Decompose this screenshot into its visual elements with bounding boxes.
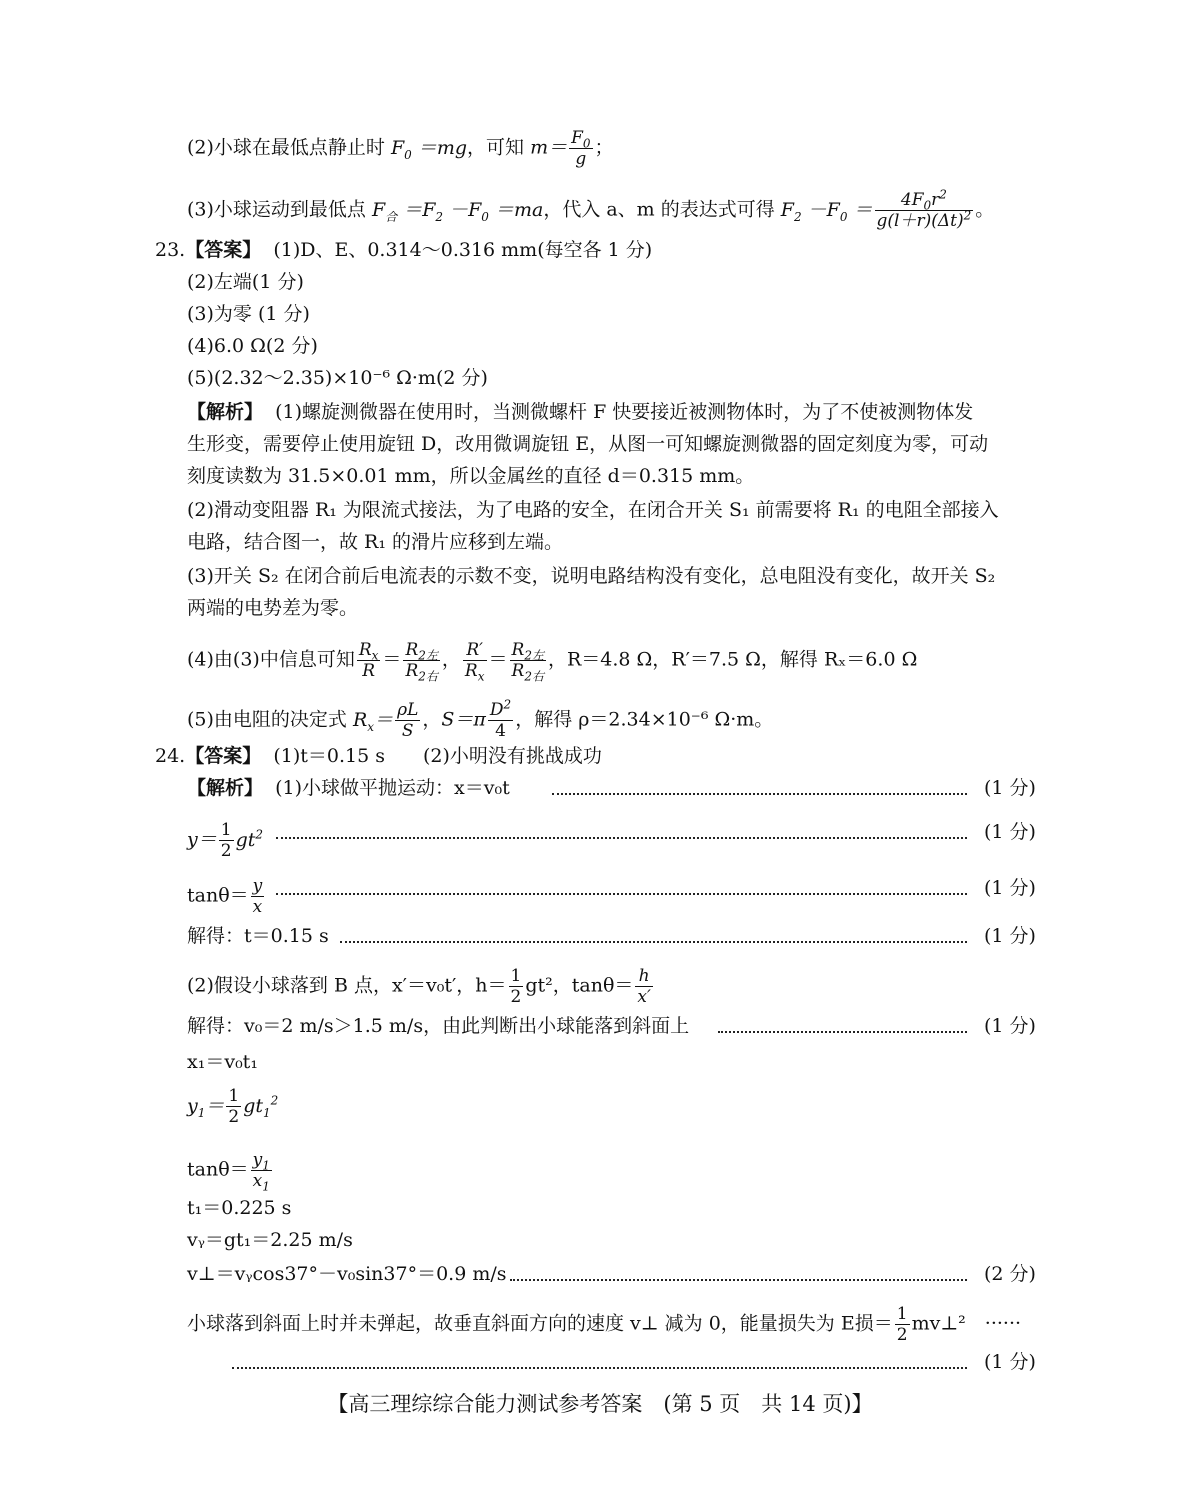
formula-fnet: $F_合 =F_2 -F_0 =ma$	[371, 198, 544, 224]
q24-step-2: y＝ $\frac{1}{2}$ $gt^2$	[187, 820, 264, 861]
fraction-f0-over-g: $\frac{F_0}{g}$	[571, 128, 591, 169]
q24-step-3	[187, 876, 266, 917]
p22-line3-end: 。	[975, 198, 995, 221]
leader-dots	[232, 1367, 967, 1369]
q24-analysis-tag: 【解析】	[187, 777, 264, 799]
q23-explain-3-line1: (3)开关 S₂ 在闭合前后电流表的示数不变，说明电路结构没有变化，总电阻没有变化，故开关 S₂	[187, 565, 996, 587]
fraction-one-half: $\frac{1}{2}$	[228, 1086, 240, 1127]
q24-step-10: t₁＝0.225 s	[187, 1197, 292, 1219]
q23-explain-2-line2: 电路，结合图一，故 R₁ 的滑片应移到左端。	[187, 531, 564, 553]
q24-step-5-mid: gt²，tanθ＝	[525, 974, 634, 997]
p22-line3	[187, 187, 995, 231]
q23-answer-4: (4)6.0 Ω(2 分)	[187, 335, 318, 357]
q23-analysis-tag: 【解析】	[187, 401, 264, 423]
score-mark: (1 分)	[984, 925, 1036, 947]
fraction-r2left-over-r2right-2: $\frac{R_{2左}}{R_{2右}}$	[511, 640, 544, 684]
leader-dots	[340, 941, 967, 943]
score-mark: (2 分)	[984, 1263, 1036, 1285]
q23-explain-2-line1: (2)滑动变阻器 R₁ 为限流式接法，为了电路的安全，在闭合开关 S₁ 前需要将 R₁ 的电阻全部接入	[187, 499, 999, 521]
q23-answer-5: (5)(2.32～2.35)×10⁻⁶ Ω·m(2 分)	[187, 367, 488, 389]
q23-explain-1-line2: 生形变，需要停止使用旋钮 D，改用微调旋钮 E，从图一可知螺旋测微器的固定刻度为零，可动	[187, 433, 989, 455]
fraction-rhol-over-s: $\frac{\rho L}{S}$	[397, 700, 419, 741]
fraction-h-over-xprime: $\frac{h}{x'}$	[637, 966, 651, 1007]
leader-dots	[552, 793, 967, 795]
formula-rx: $R_x=$	[352, 708, 394, 734]
q24-step-5	[187, 966, 655, 1007]
q23-answer-line	[155, 238, 652, 262]
q23-explain-4-end: ，R＝4.8 Ω，R′＝7.5 Ω，解得 Rₓ＝6.0 Ω	[547, 648, 918, 671]
p22-line3-text: (3)小球运动到最低点	[187, 198, 372, 221]
q24-step-12: v⊥＝vᵧcos37°－v₀sin37°＝0.9 m/s	[187, 1263, 507, 1285]
q23-explain-5-text: (5)由电阻的决定式	[187, 708, 353, 731]
score-mark: (1 分)	[984, 1015, 1036, 1037]
q24-step-6: 解得：v₀＝2 m/s＞1.5 m/s，由此判断出小球能落到斜面上	[187, 1015, 690, 1037]
q24-step-1	[187, 776, 510, 800]
score-mark: (1 分)	[984, 877, 1036, 899]
q24-number: 24.	[155, 745, 186, 767]
score-mark: (1 分)	[984, 777, 1036, 799]
formula-s: S＝π	[441, 708, 486, 731]
q24-answer-line	[155, 744, 602, 768]
q24-step-11: vᵧ＝gt₁＝2.25 m/s	[187, 1229, 353, 1251]
q24-step-9-text: tanθ＝	[187, 1158, 249, 1181]
page-footer: 【高三理综综合能力测试参考答案 (第 5 页 共 14 页)】	[327, 1392, 873, 1416]
fraction-y1-over-x1: $\frac{y_1}{x_1}$	[252, 1150, 270, 1194]
p22-line2-mid: ，可知	[467, 136, 531, 159]
q23-explain-4: (4)由(3)中信息可知 $\frac{R_x}{R}$ ＝ $\frac{R_{2左}}{R_{2右}}$ ， $\frac{R'}{R_x}$ ＝ $\frac{R_{2左}}{R_{2右}}$ ，R＝4.8 Ω，R′＝7.5 Ω，解得 Rₓ＝6.0 Ω	[187, 640, 918, 684]
q23-explain-5-end: ，解得 ρ＝2.34×10⁻⁶ Ω·m。	[515, 708, 774, 731]
q24-step-13-text: 小球落到斜面上时并未弹起，故垂直斜面方向的速度 v⊥ 减为 0，能量损失为 E损＝	[187, 1312, 893, 1335]
p22-line2-end: ；	[594, 136, 614, 159]
formula-f2-minus-f0: $F_2 -F_0$ ＝	[780, 198, 873, 224]
q24-step-13-end: mv⊥² ······	[911, 1312, 1022, 1335]
q23-explain-1-line1: (1)螺旋测微器在使用时，当测微螺杆 F 快要接近被测物体时，为了不使被测物体发	[275, 401, 974, 423]
q23-answer-1: (1)D、E、0.314～0.316 mm(每空各 1 分)	[273, 239, 653, 261]
q23-number: 23.	[155, 239, 186, 261]
fraction-r2left-over-r2right: $\frac{R_{2左}}{R_{2右}}$	[405, 640, 438, 684]
q23-analysis-1	[187, 400, 973, 424]
formula-m: m＝	[530, 136, 568, 159]
q23-answer-3: (3)为零 (1 分)	[187, 303, 310, 325]
leader-dots	[510, 1279, 967, 1281]
q24-step-7: x₁＝v₀t₁	[187, 1051, 258, 1073]
p22-line2-text: (2)小球在最低点静止时	[187, 136, 391, 159]
q24-answer: (1)t＝0.15 s (2)小明没有挑战成功	[273, 745, 602, 767]
leader-dots	[276, 893, 967, 895]
q24-step-3-text: tanθ＝	[187, 884, 249, 907]
q24-answer-tag: 【答案】	[185, 745, 262, 767]
q24-step-1-text: (1)小球做平抛运动：x＝v₀t	[275, 777, 510, 799]
q24-step-5-text: (2)假设小球落到 B 点，x′＝v₀t′，h＝	[187, 974, 507, 997]
q23-explain-1-line3: 刻度读数为 31.5×0.01 mm，所以金属丝的直径 d＝0.315 mm。	[187, 465, 755, 487]
p22-line3-mid: ，代入 a、m 的表达式可得	[543, 198, 781, 221]
q24-step-4: 解得：t＝0.15 s	[187, 925, 329, 947]
leader-dots	[718, 1031, 967, 1033]
fraction-one-half: $\frac{1}{2}$	[220, 820, 232, 861]
fraction-one-half: $\frac{1}{2}$	[510, 966, 522, 1007]
fraction-rprime-over-rx: $\frac{R'}{R_x}$	[464, 640, 485, 684]
fraction-rx-over-r: $\frac{R_x}{R}$	[358, 640, 379, 681]
fraction-one-half: $\frac{1}{2}$	[896, 1304, 908, 1345]
q23-explain-3-line2: 两端的电势差为零。	[187, 597, 359, 619]
formula-f0-mg: $F_0 =mg$	[390, 136, 468, 162]
q23-explain-5: (5)由电阻的决定式 $R_x=$ $\frac{\rho L}{S}$ ，S＝π $\frac{D^2}{4}$ ，解得 ρ＝2.34×10⁻⁶ Ω·m。	[187, 697, 774, 741]
q23-answer-tag: 【答案】	[185, 239, 262, 261]
q23-answer-2: (2)左端(1 分)	[187, 271, 304, 293]
q24-step-8: $y_1=$ $\frac{1}{2}$ $gt_1^2$	[187, 1086, 279, 1127]
score-mark: (1 分)	[984, 1351, 1036, 1373]
fraction-result: $\frac{4F_0r^2}{g(l+r)(\Delta t)^2}$	[876, 187, 972, 231]
p22-line2	[187, 128, 614, 169]
q24-step-9	[187, 1150, 274, 1194]
fraction-d2-over-4: $\frac{D^2}{4}$	[489, 697, 512, 741]
q23-explain-4-text: (4)由(3)中信息可知	[187, 648, 355, 671]
fraction-y-over-x: $\frac{y}{x}$	[252, 876, 263, 917]
q24-step-13	[187, 1304, 1021, 1345]
score-mark: (1 分)	[984, 821, 1036, 843]
leader-dots	[276, 837, 967, 839]
